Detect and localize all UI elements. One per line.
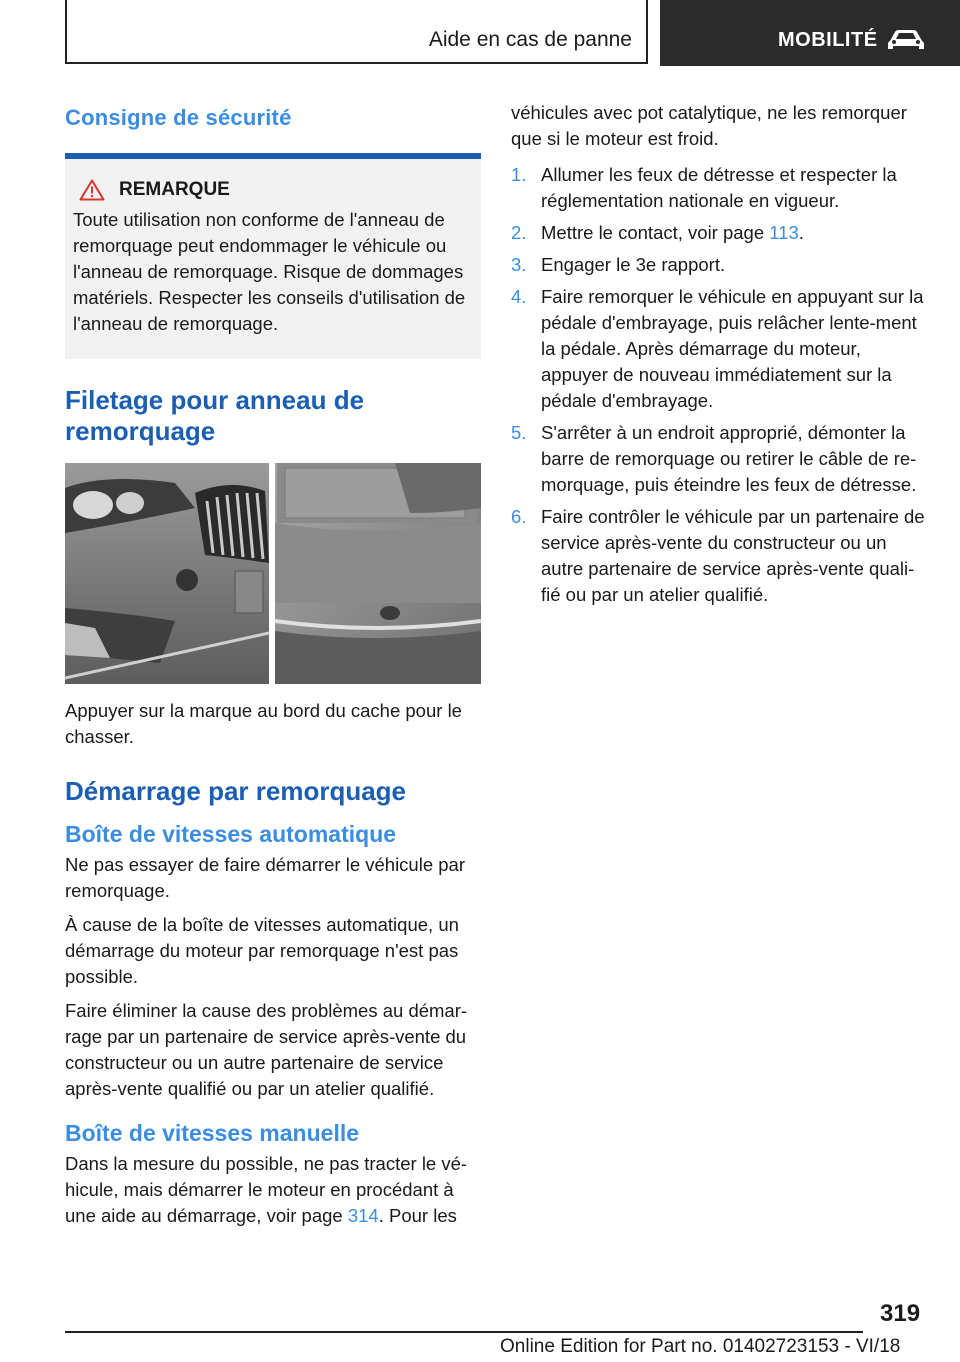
warning-icon bbox=[79, 179, 105, 201]
manual-heading: Boîte de vitesses manuelle bbox=[65, 1120, 360, 1146]
bumper-illustration bbox=[65, 463, 481, 684]
step-number: 5. bbox=[511, 422, 527, 443]
thread-text: Appuyer sur la marque au bord du cache pour le chasser. bbox=[65, 700, 462, 747]
step-text-a: Mettre le contact, voir page bbox=[541, 222, 770, 243]
page-ref-link[interactable]: 113 bbox=[769, 222, 799, 243]
manual-p1-text-b: . Pour les bbox=[378, 1205, 457, 1226]
step-number: 2. bbox=[511, 222, 527, 243]
car-icon bbox=[886, 27, 926, 53]
header-chapter-box bbox=[660, 0, 960, 66]
step-text: Allumer les feux de détresse et respecter la réglementation nationale en vigueur. bbox=[541, 164, 897, 211]
steps-list bbox=[511, 162, 931, 608]
step-number: 1. bbox=[511, 164, 527, 185]
step-item bbox=[511, 504, 931, 608]
step-item bbox=[511, 284, 931, 414]
step-item bbox=[511, 220, 931, 246]
page-ref-link[interactable]: 314 bbox=[347, 1205, 379, 1226]
note-title: REMARQUE bbox=[119, 179, 230, 200]
manual-p1-text-a: Dans la mesure du possible, ne pas tracter le vé-hicule, mais démarrer le moteur en procédant à une aide au démarrage, voir page bbox=[65, 1153, 468, 1226]
note-box bbox=[65, 159, 481, 359]
right-column bbox=[511, 100, 931, 614]
step-text: Faire remorquer le véhicule en appuyant sur la pédale d'embrayage, puis relâcher lente-ment la pédale. Après démarrage du moteur, appuyer de nouveau immédiatement sur la pédale d'embrayage. bbox=[541, 286, 924, 411]
tow-start-heading: Démarrage par remorquage bbox=[65, 776, 407, 806]
step-item bbox=[511, 162, 931, 214]
header-chapter-title: MOBILITÉ bbox=[778, 29, 878, 51]
header-section-box bbox=[65, 0, 648, 64]
automatic-p2: À cause de la boîte de vitesses automatique, un démarrage du moteur par remorquage n'est pas possible. bbox=[65, 914, 459, 987]
step-text: S'arrêter à un endroit approprié, démonter la barre de remorquage ou retirer le câble de re-morquage, puis éteindre les feux de détresse. bbox=[541, 422, 917, 495]
page-number: 319 bbox=[880, 1300, 921, 1327]
manual-p1 bbox=[65, 1151, 481, 1229]
thread-heading: Filetage pour anneau de remorquage bbox=[65, 385, 365, 446]
automatic-heading: Boîte de vitesses automatique bbox=[65, 821, 397, 847]
safety-heading: Consigne de sécurité bbox=[65, 105, 292, 130]
footer-edition: Online Edition for Part no. 01402723153 - VI/18 bbox=[500, 1336, 901, 1357]
note-text: Toute utilisation non conforme de l'anneau de remorquage peut endommager le véhicule ou l'anneau de remorquage. Risque de dommages matériels. Respecter les conseils d'utilisation de l'anneau de remorquage. bbox=[73, 209, 466, 334]
automatic-p3: Faire éliminer la cause des problèmes au démar-rage par un partenaire de service après-vente du constructeur ou un autre partenaire de service après-vente qualifié ou par un atelier qualifié. bbox=[65, 1000, 468, 1099]
footer-rule bbox=[65, 1331, 863, 1333]
header-section-title: Aide en cas de panne bbox=[428, 28, 632, 51]
right-intro: véhicules avec pot catalytique, ne les remorquer que si le moteur est froid. bbox=[511, 102, 907, 149]
step-number: 3. bbox=[511, 254, 527, 275]
step-item bbox=[511, 252, 931, 278]
step-text-b: . bbox=[798, 222, 804, 243]
step-number: 4. bbox=[511, 286, 527, 307]
step-item bbox=[511, 420, 931, 498]
bumper-photo bbox=[65, 463, 481, 684]
step-text bbox=[541, 220, 804, 246]
left-column bbox=[65, 95, 481, 1229]
note-title-row bbox=[73, 179, 473, 201]
step-text: Faire contrôler le véhicule par un partenaire de service après-vente du constructeur ou un autre partenaire de service après-vente quali-fié ou par un atelier qualifié. bbox=[541, 506, 925, 605]
step-number: 6. bbox=[511, 506, 527, 527]
automatic-p1: Ne pas essayer de faire démarrer le véhicule par remorquage. bbox=[65, 854, 465, 901]
step-text: Engager le 3e rapport. bbox=[541, 254, 726, 275]
